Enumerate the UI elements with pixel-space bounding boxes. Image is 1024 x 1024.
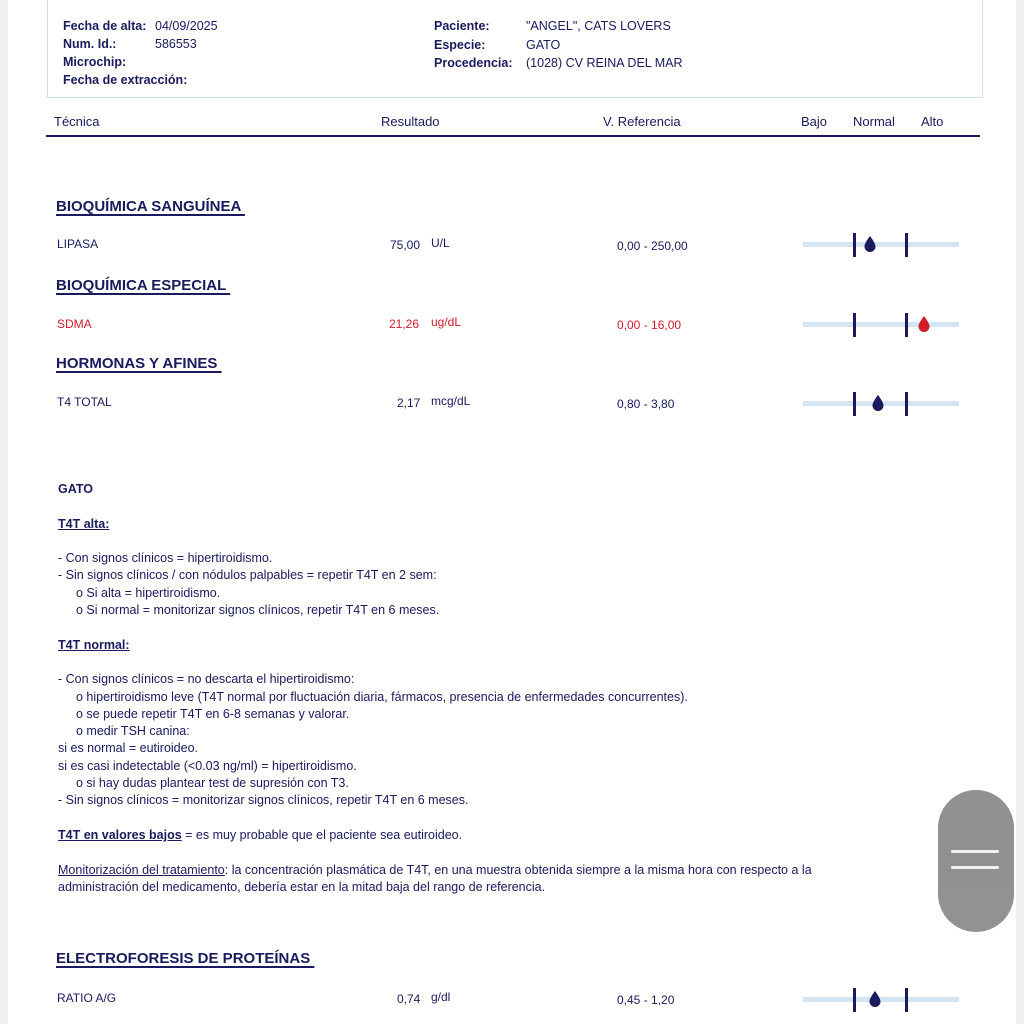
range-high-tick	[905, 233, 908, 257]
num-id-label: Num. Id.:	[63, 37, 117, 51]
header-divider	[46, 135, 980, 137]
drag-handle-icon	[951, 866, 999, 869]
test-unit: U/L	[431, 236, 450, 250]
blood-drop-icon	[871, 394, 885, 412]
drag-handle-icon	[951, 850, 999, 853]
blood-drop-icon	[863, 235, 877, 253]
note-line: o Si normal = monitorizar signos clínicos, repetir T4T en 6 meses.	[76, 603, 440, 618]
test-value: 2,17	[397, 396, 421, 410]
range-gauge	[803, 988, 959, 1012]
species-heading: GATO	[58, 482, 93, 496]
range-gauge	[803, 313, 959, 337]
interpretation-notes	[58, 481, 812, 896]
section-title-electroforesis: ELECTROFORESIS DE PROTEÍNAS	[56, 950, 315, 967]
note-line: o Si alta = hipertiroidismo.	[76, 585, 221, 600]
test-name: T4 TOTAL	[57, 395, 112, 409]
lab-report-page	[8, 0, 1016, 1024]
microchip-label: Microchip:	[63, 55, 127, 69]
test-value: 0,74	[397, 992, 421, 1006]
blood-drop-icon-red	[917, 315, 931, 333]
num-id-value: 586553	[155, 37, 197, 51]
range-low-tick	[853, 392, 856, 416]
note-line: si es normal = eutiroideo.	[58, 741, 199, 756]
fecha-alta-label: Fecha de alta:	[63, 19, 147, 33]
test-unit: g/dl	[431, 990, 451, 1004]
note-line: - Sin signos clínicos = monitorizar signos clínicos, repetir T4T en 6 meses.	[58, 793, 469, 808]
test-reference-range: 0,80 - 3,80	[617, 397, 675, 411]
t4t-bajos-text: = es muy probable que el paciente sea eutiroideo.	[181, 827, 463, 842]
test-reference-range: 0,00 - 16,00	[617, 318, 682, 332]
especie-label: Especie:	[434, 38, 486, 52]
paciente-label: Paciente:	[434, 19, 490, 33]
test-value: 75,00	[390, 238, 421, 252]
procedencia-label: Procedencia:	[434, 56, 513, 70]
t4t-normal-title: T4T normal:	[58, 637, 130, 652]
procedencia-value: (1028) CV REINA DEL MAR	[526, 56, 683, 70]
range-gauge	[803, 233, 959, 257]
column-header-tecnica: Técnica	[54, 114, 100, 129]
test-name: SDMA	[57, 317, 92, 331]
note-line: o se puede repetir T4T en 6-8 semanas y valorar.	[76, 706, 350, 721]
test-unit: mcg/dL	[431, 394, 471, 408]
section-title-bioquimica-sanguinea: BIOQUÍMICA SANGUÍNEA	[56, 198, 245, 215]
section-title-bioquimica-especial: BIOQUÍMICA ESPECIAL	[56, 277, 231, 294]
especie-value: GATO	[526, 38, 561, 52]
note-line: - Sin signos clínicos / con nódulos palpables = repetir T4T en 2 sem:	[58, 568, 437, 583]
range-low-tick	[853, 313, 856, 337]
gauge-track	[803, 322, 959, 327]
test-reference-range: 0,00 - 250,00	[617, 239, 688, 253]
note-line: o si hay dudas plantear test de supresión con T3.	[76, 776, 349, 791]
test-value: 21,26	[389, 317, 420, 331]
column-header-alto: Alto	[921, 114, 944, 129]
monitorizacion-text: : la concentración plasmática de T4T, en una muestra obtenida siempre a la misma hora con respecto a la	[224, 862, 812, 877]
range-high-tick	[905, 988, 908, 1012]
note-line: o medir TSH canina:	[76, 724, 190, 739]
note-line: - Con signos clínicos = no descarta el hipertiroidismo:	[58, 672, 355, 687]
column-header-resultado: Resultado	[381, 114, 440, 129]
note-line: administración del medicamento, debería estar en la mitad baja del rango de referencia.	[58, 879, 546, 894]
scroll-drag-handle[interactable]	[938, 790, 1014, 932]
range-high-tick	[905, 392, 908, 416]
fecha-extraccion-label: Fecha de extracción:	[63, 73, 188, 87]
range-low-tick	[853, 988, 856, 1012]
range-gauge	[803, 392, 959, 416]
gauge-track	[803, 242, 959, 247]
note-line: si es casi indetectable (<0.03 ng/ml) = hipertiroidismo.	[58, 758, 357, 773]
monitorizacion-title: Monitorización del tratamiento	[58, 862, 225, 877]
range-low-tick	[853, 233, 856, 257]
blood-drop-icon	[868, 990, 882, 1008]
fecha-alta-value: 04/09/2025	[155, 19, 218, 33]
section-title-hormonas: HORMONAS Y AFINES	[56, 355, 222, 372]
test-name: LIPASA	[57, 237, 99, 251]
note-line: - Con signos clínicos = hipertiroidismo.	[58, 551, 273, 566]
column-header-bajo: Bajo	[801, 114, 828, 129]
t4t-bajos-title: T4T en valores bajos	[58, 827, 182, 842]
test-unit: ug/dL	[431, 315, 462, 329]
test-name: RATIO A/G	[57, 991, 117, 1005]
t4t-alta-title: T4T alta:	[58, 516, 110, 531]
test-reference-range: 0,45 - 1,20	[617, 993, 675, 1007]
note-line: o hipertiroidismo leve (T4T normal por fluctuación diaria, fármacos, presencia de enfermedades concurrentes).	[76, 689, 688, 704]
column-header-normal: Normal	[853, 114, 895, 129]
column-header-referencia: V. Referencia	[603, 114, 681, 129]
range-high-tick	[905, 313, 908, 337]
paciente-value: "ANGEL", CATS LOVERS	[526, 19, 671, 33]
